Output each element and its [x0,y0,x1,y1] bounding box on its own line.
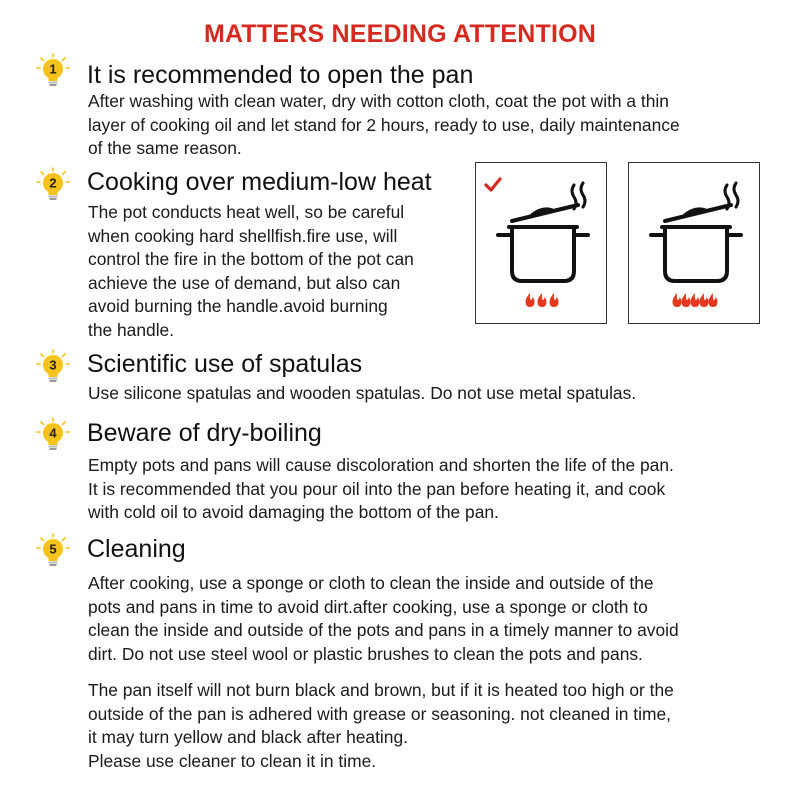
flames [526,293,559,307]
section-4-heading: Beware of dry-boiling [87,419,322,447]
section-2-line: the handle. [88,319,175,340]
section-3-heading: Scientific use of spatulas [87,350,363,378]
section-5-heading: Cleaning [87,535,186,563]
flame-icon [691,293,700,307]
flame-icon [526,293,535,307]
section-1-heading: It is recommended to open the pan [87,61,474,89]
flame-icon [709,293,718,307]
section-5-line: dirt. Do not use steel wool or plastic brushes to clean the pots and pans. [88,643,643,664]
section-3-line: Use silicone spatulas and wooden spatulas. Do not use metal spatulas. [88,383,637,403]
section-1-line: After washing with clean water, dry with cotton cloth, coat the pot with a thin [88,91,669,111]
flames [673,293,718,307]
bulb-number: 4 [49,425,57,441]
section-5-extra-line: it may turn yellow and black after heating. [88,727,408,747]
flame-icon [700,293,709,307]
section-2-line: control the fire in the bottom of the pot can [88,249,414,269]
section-5-line: pots and pans in time to avoid dirt.after cooking, use a sponge or cloth to [88,596,648,617]
bulb-number-5-icon [36,533,70,567]
section-5-body [88,572,679,666]
bulb-number-3-icon [36,349,70,383]
section-4-line: Empty pots and pans will cause discoloration and shorten the life of the pan. [88,455,674,475]
section-1-line: of the same reason. [88,138,242,158]
pot-low-heat-icon [498,183,588,281]
section-2-body [88,201,414,342]
section-4-line: with cold oil to avoid damaging the bottom of the pan. [88,502,499,522]
section-5-extra-body [88,679,674,773]
high-heat-panel [628,162,760,324]
check-mark-icon [486,179,500,190]
section-5-line: After cooking, use a sponge or cloth to clean the inside and outside of the [88,573,654,593]
section-2-heading: Cooking over medium-low heat [87,168,432,196]
section-1-body [88,90,680,161]
section-1-line: layer of cooking oil and let stand for 2 hours, ready to use, daily maintenance [88,114,680,135]
section-5-line: clean the inside and outside of the pots and pans in a timely manner to avoid [88,620,679,640]
flame-icon [673,293,682,307]
section-3-body [88,382,636,406]
bulb-number: 2 [49,175,57,191]
section-5-extra-line: outside of the pan is adhered with grease or seasoning. not cleaned in time, [88,703,671,724]
section-5-extra-line: The pan itself will not burn black and brown, but if it is heated too high or the [88,680,674,700]
section-4-line: It is recommended that you pour oil into the pan before heating it, and cook [88,478,666,499]
bulb-number-4-icon [36,417,70,451]
bulb-number: 1 [49,61,57,77]
section-2-line: avoid burning the handle.avoid burning [88,296,388,316]
bulb-number: 3 [49,357,57,373]
flame-icon [538,293,547,307]
page-title: MATTERS NEEDING ATTENTION [203,20,597,48]
flame-icon [550,293,559,307]
flame-icon [682,293,691,307]
section-4-body [88,454,674,525]
pot-high-heat-icon [651,183,741,281]
section-2-line: achieve the use of demand, but also can [88,272,401,293]
low-heat-panel [475,162,607,324]
section-2-line: when cooking hard shellfish.fire use, will [88,225,398,246]
bulb-number-2-icon [36,167,70,201]
section-5-extra-line: Please use cleaner to clean it in time. [88,750,377,771]
section-2-line: The pot conducts heat well, so be careful [88,202,405,222]
bulb-number-1-icon [36,53,70,87]
bulb-number: 5 [49,541,57,557]
